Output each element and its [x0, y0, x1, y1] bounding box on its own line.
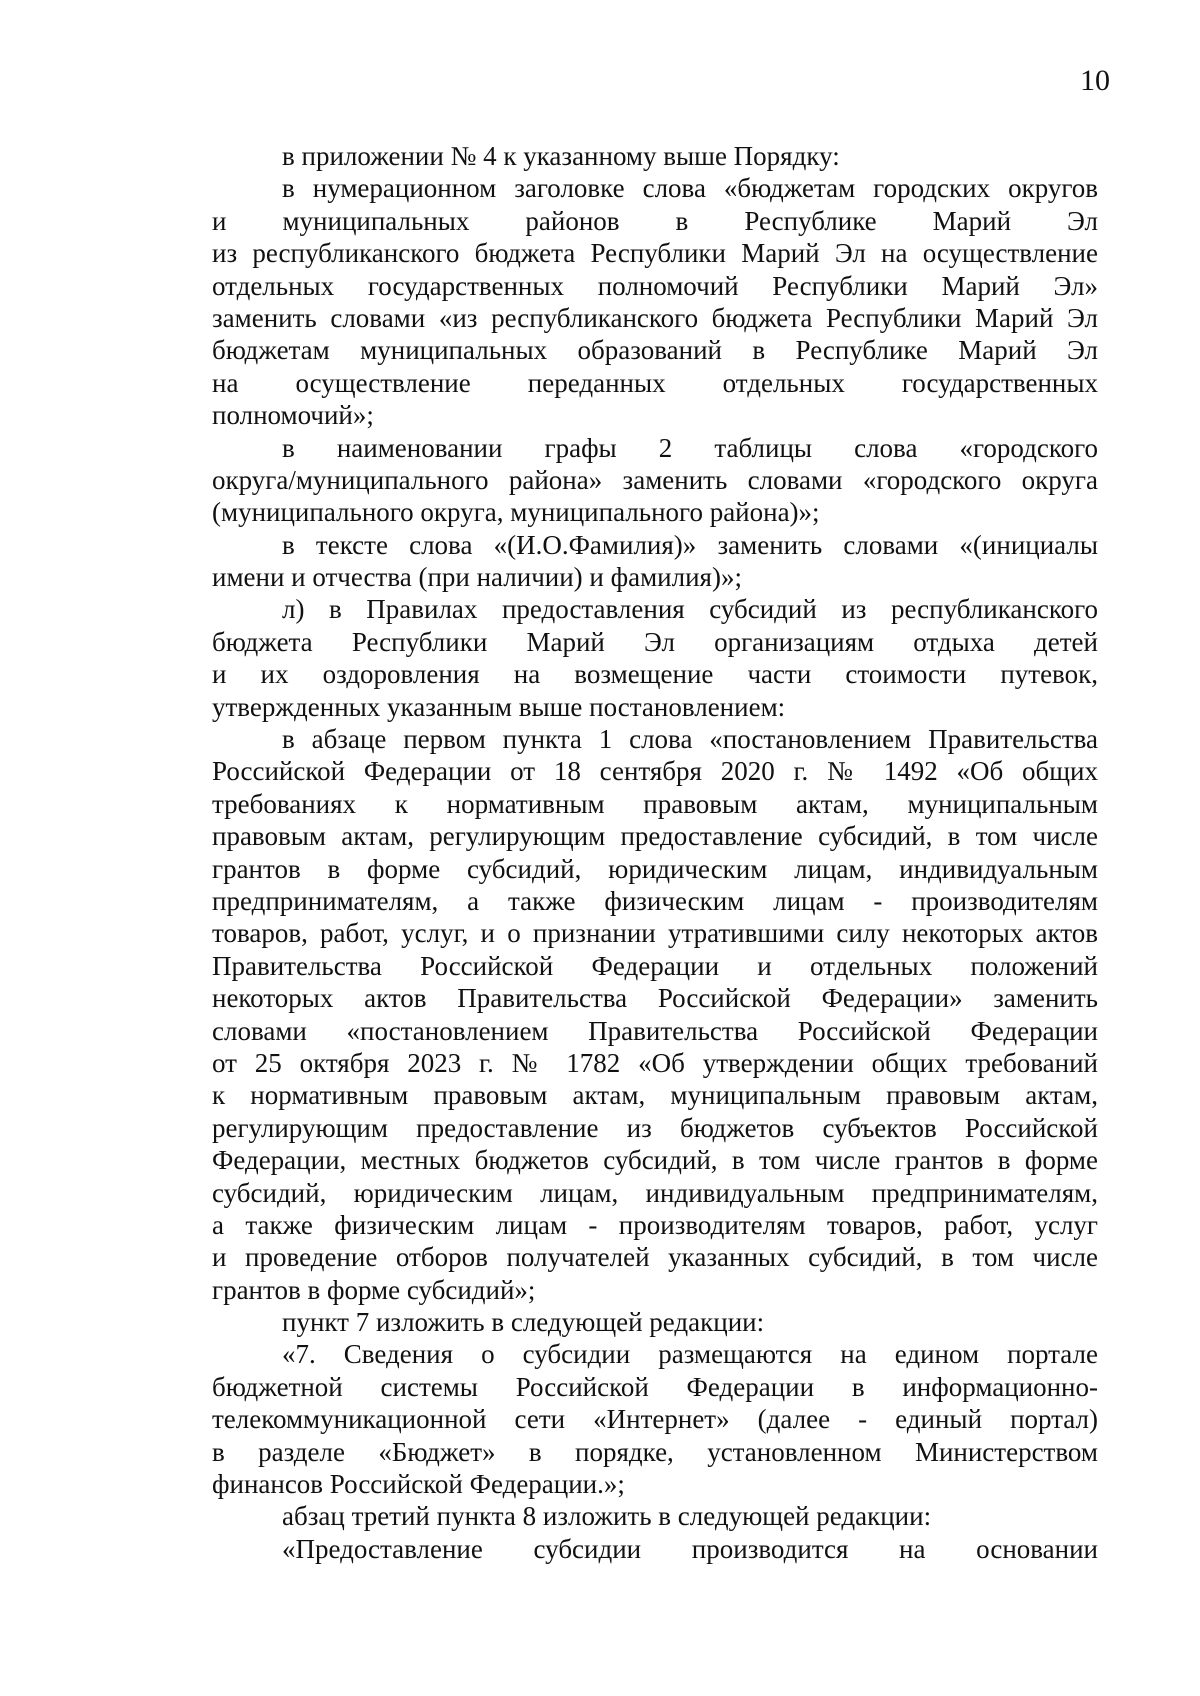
- text-line: бюджетам муниципальных образований в Республике Марий Эл: [212, 335, 1098, 366]
- text-line: и их оздоровления на возмещение части стоимости путевок,: [212, 659, 1098, 690]
- text-line: на осуществление переданных отдельных государственных: [212, 367, 1098, 398]
- text-line: правовым актам, регулирующим предоставление субсидий, в том числе: [212, 821, 1098, 852]
- text-line: «Предоставление субсидии производится на основании: [282, 1533, 1098, 1564]
- text-line: финансов Российской Федерации.»;: [212, 1469, 625, 1500]
- text-line: регулирующим предоставление из бюджетов субъектов Российской: [212, 1112, 1098, 1143]
- text-line: имени и отчества (при наличии) и фамилия)»;: [212, 562, 742, 593]
- document-body: [212, 140, 1098, 1565]
- text-line: некоторых актов Правительства Российской Федерации» заменить: [212, 983, 1098, 1014]
- text-line: в разделе «Бюджет» в порядке, установленном Министерством: [212, 1436, 1098, 1467]
- text-line: в тексте слова «(И.О.Фамилия)» заменить словами «(инициалы: [282, 529, 1098, 560]
- text-line: а также физическим лицам - производителям товаров, работ, услуг: [212, 1209, 1098, 1240]
- text-line: утвержденных указанным выше постановлением:: [212, 691, 786, 722]
- text-line: в абзаце первом пункта 1 слова «постановлением Правительства: [282, 724, 1098, 755]
- text-line: Правительства Российской Федерации и отдельных положений: [212, 950, 1098, 981]
- text-line: телекоммуникационной сети «Интернет» (далее - единый портал): [212, 1404, 1098, 1435]
- text-line: «7. Сведения о субсидии размещаются на едином портале: [282, 1339, 1098, 1370]
- text-line: абзац третий пункта 8 изложить в следующей редакции:: [282, 1501, 932, 1532]
- text-line: требованиях к нормативным правовым актам, муниципальным: [212, 788, 1098, 819]
- text-line: и муниципальных районов в Республике Марий Эл: [212, 205, 1098, 236]
- text-line: грантов в форме субсидий»;: [212, 1274, 536, 1305]
- text-line: в нумерационном заголовке слова «бюджетам городских округов: [282, 173, 1098, 204]
- text-line: Федерации, местных бюджетов субсидий, в том числе грантов в форме: [212, 1145, 1098, 1176]
- text-line: субсидий, юридическим лицам, индивидуальным предпринимателям,: [212, 1177, 1098, 1208]
- text-line: бюджета Республики Марий Эл организациям отдыха детей: [212, 626, 1098, 657]
- text-line: словами «постановлением Правительства Российской Федерации: [212, 1015, 1098, 1046]
- text-line: округа/муниципального района» заменить словами «городского округа: [212, 464, 1098, 495]
- text-line: товаров, работ, услуг, и о признании утратившими силу некоторых актов: [212, 918, 1098, 949]
- text-line: бюджетной системы Российской Федерации в информационно-: [212, 1371, 1098, 1402]
- text-line: и проведение отборов получателей указанных субсидий, в том числе: [212, 1242, 1098, 1273]
- text-line: от 25 октября 2023 г. № 1782 «Об утверждении общих требований: [212, 1047, 1098, 1078]
- text-line: отдельных государственных полномочий Республики Марий Эл»: [212, 270, 1098, 301]
- text-line: предпринимателям, а также физическим лицам - производителям: [212, 885, 1098, 916]
- text-line: л) в Правилах предоставления субсидий из республиканского: [282, 594, 1098, 625]
- text-line: заменить словами «из республиканского бюджета Республики Марий Эл: [212, 302, 1098, 333]
- text-line: Российской Федерации от 18 сентября 2020 г. № 1492 «Об общих: [212, 756, 1098, 787]
- text-line: полномочий»;: [212, 400, 374, 431]
- page-number: 10: [1080, 64, 1110, 97]
- text-line: в наименовании графы 2 таблицы слова «городского: [282, 432, 1098, 463]
- text-line: (муниципального округа, муниципального района)»;: [212, 497, 820, 528]
- text-line: к нормативным правовым актам, муниципальным правовым актам,: [212, 1080, 1098, 1111]
- text-line: из республиканского бюджета Республики Марий Эл на осуществление: [212, 238, 1098, 269]
- text-line: грантов в форме субсидий, юридическим лицам, индивидуальным: [212, 853, 1098, 884]
- text-line: в приложении № 4 к указанному выше Порядку:: [282, 141, 840, 171]
- text-line: пункт 7 изложить в следующей редакции:: [282, 1307, 765, 1338]
